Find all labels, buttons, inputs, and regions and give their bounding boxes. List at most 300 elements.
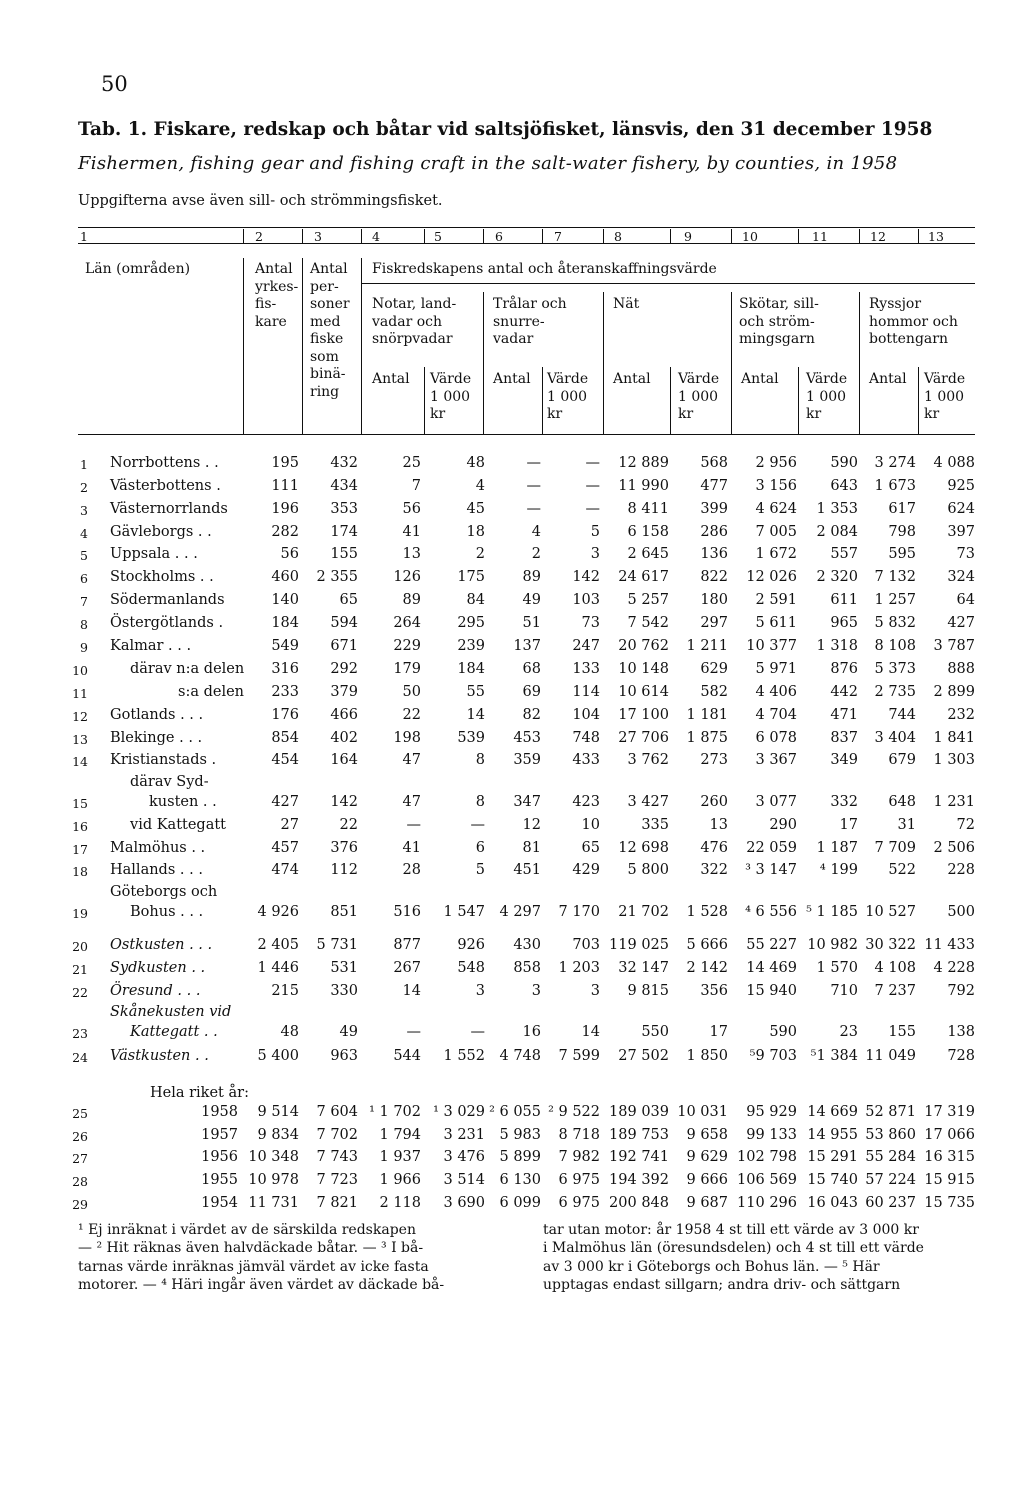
table-cell: 5 611 xyxy=(755,615,797,631)
table-cell: 7 599 xyxy=(558,1048,600,1064)
table-cell: 5 400 xyxy=(257,1048,299,1064)
table-cell: 41 xyxy=(402,840,421,856)
table-cell: 6 975 xyxy=(558,1172,600,1188)
table-cell: ¹ 1 702 xyxy=(369,1104,421,1120)
header-antal-personer: per- xyxy=(310,278,339,295)
row-label: vid Kattegatt xyxy=(130,817,227,833)
table-cell: 133 xyxy=(572,661,600,677)
table-cell: 106 569 xyxy=(737,1172,797,1188)
table-cell: 195 xyxy=(271,455,299,471)
table-cell: 200 848 xyxy=(609,1195,669,1211)
table-cell: 316 xyxy=(271,661,299,677)
row-number: 26 xyxy=(72,1129,88,1144)
column-divider xyxy=(859,229,860,243)
header-varde: Värde xyxy=(806,371,848,387)
table-cell: 457 xyxy=(271,840,299,856)
table-cell: 55 284 xyxy=(865,1149,916,1165)
table-cell: 184 xyxy=(457,661,485,677)
column-number: 11 xyxy=(812,229,828,244)
row-label: s:a delen xyxy=(178,684,245,700)
table-cell: 379 xyxy=(330,684,358,700)
header-varde: 1 000 xyxy=(678,388,719,405)
row-label: Stockholms . . xyxy=(110,569,214,585)
table-cell: 2 735 xyxy=(874,684,916,700)
row-number: 16 xyxy=(72,819,88,834)
table-cell: 179 xyxy=(393,661,421,677)
table-cell: 466 xyxy=(330,707,358,723)
table-cell: 12 698 xyxy=(618,840,669,856)
table-cell: 703 xyxy=(572,937,600,953)
header-ryssjor: bottengarn xyxy=(869,331,948,347)
header-divider xyxy=(731,292,732,434)
row-label: Ostkusten . . . xyxy=(110,937,213,953)
table-cell: 1 672 xyxy=(755,546,797,562)
header-antal-yrkesfiskare: fis- xyxy=(255,296,277,312)
table-cell: 594 xyxy=(330,615,358,631)
table-cell: 196 xyxy=(271,501,299,517)
header-antal-yrkesfiskare: kare xyxy=(255,313,287,330)
header-tralar: snurre- xyxy=(493,313,545,330)
table-cell: 7 xyxy=(411,478,421,494)
header-notar: vadar och xyxy=(372,313,442,330)
table-cell: 876 xyxy=(830,661,858,677)
table-cell: 3 xyxy=(590,983,600,999)
row-number: 9 xyxy=(80,640,88,655)
table-cell: 73 xyxy=(581,615,600,631)
table-cell: 10 614 xyxy=(618,684,669,700)
table-cell: 110 296 xyxy=(737,1195,797,1211)
row-label: Malmöhus . . xyxy=(110,840,206,856)
table-cell: 142 xyxy=(330,794,358,810)
table-cell: 643 xyxy=(830,478,858,494)
table-cell: 17 100 xyxy=(618,707,669,723)
table-cell: 5 800 xyxy=(627,862,669,878)
table-cell: 155 xyxy=(330,546,358,562)
footnote-line: i Malmöhus län (öresundsdelen) och 4 st till ett värde xyxy=(543,1240,924,1257)
table-cell: 233 xyxy=(271,684,299,700)
table-cell: 9 666 xyxy=(686,1172,728,1188)
table-cell: 12 026 xyxy=(746,569,797,585)
table-cell: 3 762 xyxy=(627,752,669,768)
table-cell: 1 318 xyxy=(816,638,858,654)
table-cell: 1 841 xyxy=(933,730,975,746)
table-cell: 17 319 xyxy=(924,1104,975,1120)
table-cell: 31 xyxy=(897,817,916,833)
header-varde: kr xyxy=(547,406,563,422)
header-antal: Antal xyxy=(372,371,410,387)
header-notar: Notar, land- xyxy=(372,296,457,312)
table-cell: 2 118 xyxy=(379,1195,421,1211)
table-cell: 189 753 xyxy=(609,1127,669,1143)
table-cell: 1 353 xyxy=(816,501,858,517)
table-cell: 399 xyxy=(700,501,728,517)
table-cell: 192 741 xyxy=(609,1149,669,1165)
table-cell: 500 xyxy=(947,904,975,920)
table-cell: 476 xyxy=(700,840,728,856)
table-cell: 229 xyxy=(393,638,421,654)
table-cell: 27 502 xyxy=(618,1048,669,1064)
table-cell: 8 108 xyxy=(874,638,916,654)
table-cell: 286 xyxy=(700,524,728,540)
table-cell: 926 xyxy=(457,937,485,953)
table-cell: 4 108 xyxy=(874,960,916,976)
table-cell: 544 xyxy=(393,1048,421,1064)
table-cell: 568 xyxy=(700,455,728,471)
table-cell: 1 966 xyxy=(379,1172,421,1188)
column-number: 3 xyxy=(314,229,322,244)
column-number: 1 xyxy=(80,229,88,244)
row-number: 22 xyxy=(72,985,88,1000)
header-divider xyxy=(424,367,425,434)
table-cell: 8 411 xyxy=(627,501,669,517)
table-cell: 7 132 xyxy=(874,569,916,585)
column-number-rule xyxy=(78,243,975,244)
row-number: 12 xyxy=(72,709,88,724)
table-cell: 330 xyxy=(330,983,358,999)
table-cell: 140 xyxy=(271,592,299,608)
row-label: Blekinge . . . xyxy=(110,730,203,746)
header-varde: Värde xyxy=(430,371,472,387)
table-cell: 6 xyxy=(475,840,485,856)
row-label: 1957 xyxy=(201,1127,238,1143)
table-cell: 548 xyxy=(457,960,485,976)
table-cell: 65 xyxy=(339,592,358,608)
table-cell: 324 xyxy=(947,569,975,585)
row-number: 20 xyxy=(72,939,88,954)
table-cell: 671 xyxy=(330,638,358,654)
column-number: 7 xyxy=(554,229,562,244)
table-cell: ¹ 3 029 xyxy=(433,1104,485,1120)
table-cell: ⁵1 384 xyxy=(810,1048,858,1064)
table-cell: 9 687 xyxy=(686,1195,728,1211)
table-cell: 4 088 xyxy=(933,455,975,471)
row-label: 1954 xyxy=(201,1195,238,1211)
table-cell: 273 xyxy=(700,752,728,768)
table-cell: 4 704 xyxy=(755,707,797,723)
table-cell: 9 834 xyxy=(257,1127,299,1143)
table-cell: ⁵ 1 185 xyxy=(806,904,858,920)
table-cell: 84 xyxy=(466,592,485,608)
table-cell: 2 591 xyxy=(755,592,797,608)
table-subtitle: Fishermen, fishing gear and fishing craft in the salt-water fishery, by counties, in 1958 xyxy=(78,153,898,174)
table-cell: 2 xyxy=(475,546,485,562)
table-cell: 1 231 xyxy=(933,794,975,810)
table-cell: 1 794 xyxy=(379,1127,421,1143)
header-varde: kr xyxy=(430,406,446,422)
table-cell: 590 xyxy=(769,1024,797,1040)
table-cell: 21 702 xyxy=(618,904,669,920)
row-number: 21 xyxy=(72,962,88,977)
table-cell: 432 xyxy=(330,455,358,471)
table-cell: — xyxy=(406,817,421,833)
table-cell: 359 xyxy=(513,752,541,768)
table-cell: 3 404 xyxy=(874,730,916,746)
table-cell: 295 xyxy=(457,615,485,631)
table-cell: 427 xyxy=(947,615,975,631)
table-cell: 180 xyxy=(700,592,728,608)
table-cell: 322 xyxy=(700,862,728,878)
table-cell: 7 170 xyxy=(558,904,600,920)
table-cell: 11 731 xyxy=(248,1195,299,1211)
table-cell: 347 xyxy=(513,794,541,810)
table-cell: 28 xyxy=(402,862,421,878)
table-cell: 7 542 xyxy=(627,615,669,631)
table-cell: 423 xyxy=(572,794,600,810)
footnote-line: — ² Hit räknas även halvdäckade båtar. — ³ I bå- xyxy=(78,1240,424,1257)
table-cell: 49 xyxy=(339,1024,358,1040)
header-varde: kr xyxy=(806,406,822,422)
table-cell: 52 871 xyxy=(865,1104,916,1120)
header-antal: Antal xyxy=(741,371,779,387)
header-antal-personer: soner xyxy=(310,296,350,312)
table-cell: 175 xyxy=(457,569,485,585)
header-varde: kr xyxy=(678,406,694,422)
table-cell: 427 xyxy=(271,794,299,810)
table-cell: 9 815 xyxy=(627,983,669,999)
table-cell: 2 320 xyxy=(816,569,858,585)
table-cell: 297 xyxy=(700,615,728,631)
table-cell: 32 147 xyxy=(618,960,669,976)
table-cell: 14 xyxy=(581,1024,600,1040)
table-cell: 5 257 xyxy=(627,592,669,608)
row-number: 15 xyxy=(72,796,88,811)
table-cell: 155 xyxy=(888,1024,916,1040)
table-cell: 1 552 xyxy=(443,1048,485,1064)
table-cell: 114 xyxy=(572,684,600,700)
table-cell: 858 xyxy=(513,960,541,976)
table-cell: ² 6 055 xyxy=(489,1104,541,1120)
table-cell: 23 xyxy=(839,1024,858,1040)
header-divider xyxy=(483,292,484,434)
table-cell: 798 xyxy=(888,524,916,540)
footnote-line: tar utan motor: år 1958 4 st till ett värde av 3 000 kr xyxy=(543,1222,919,1238)
table-cell: 10 377 xyxy=(746,638,797,654)
table-cell: 8 718 xyxy=(558,1127,600,1143)
table-cell: 15 735 xyxy=(924,1195,975,1211)
table-cell: 81 xyxy=(522,840,541,856)
table-cell: 837 xyxy=(830,730,858,746)
footnotes-right xyxy=(543,1221,924,1294)
table-cell: 65 xyxy=(581,840,600,856)
header-varde: Värde xyxy=(924,371,966,387)
table-cell: 442 xyxy=(830,684,858,700)
row-label: Gävleborgs . . xyxy=(110,524,212,540)
table-cell: 5 373 xyxy=(874,661,916,677)
table-cell: 15 740 xyxy=(807,1172,858,1188)
table-cell: 471 xyxy=(830,707,858,723)
table-cell: 267 xyxy=(393,960,421,976)
row-number: 5 xyxy=(80,548,88,563)
table-cell: 112 xyxy=(330,862,358,878)
table-cell: 822 xyxy=(700,569,728,585)
table-cell: — xyxy=(526,478,541,494)
table-cell: 9 658 xyxy=(686,1127,728,1143)
table-cell: 1 211 xyxy=(686,638,728,654)
table-cell: 1 446 xyxy=(257,960,299,976)
column-number: 12 xyxy=(870,229,886,244)
row-label: 1955 xyxy=(201,1172,238,1188)
table-cell: 710 xyxy=(830,983,858,999)
table-cell: 102 798 xyxy=(737,1149,797,1165)
table-cell: 16 xyxy=(522,1024,541,1040)
table-cell: 851 xyxy=(330,904,358,920)
table-cell: — xyxy=(526,455,541,471)
table-cell: 3 476 xyxy=(443,1149,485,1165)
table-cell: 522 xyxy=(888,862,916,878)
table-cell: 20 762 xyxy=(618,638,669,654)
table-cell: 11 049 xyxy=(865,1048,916,1064)
table-cell: 73 xyxy=(956,546,975,562)
table-cell: 624 xyxy=(947,501,975,517)
table-cell: 854 xyxy=(271,730,299,746)
table-cell: 137 xyxy=(513,638,541,654)
header-divider xyxy=(542,367,543,434)
table-cell: 9 629 xyxy=(686,1149,728,1165)
table-cell: 2 506 xyxy=(933,840,975,856)
table-cell: — xyxy=(585,478,600,494)
table-cell: 516 xyxy=(393,904,421,920)
table-cell: 56 xyxy=(402,501,421,517)
table-cell: 10 148 xyxy=(618,661,669,677)
row-number: 23 xyxy=(72,1026,88,1041)
table-cell: 12 xyxy=(522,817,541,833)
table-cell: 3 077 xyxy=(755,794,797,810)
table-cell: 1 570 xyxy=(816,960,858,976)
header-divider xyxy=(361,258,362,434)
table-cell: 18 xyxy=(466,524,485,540)
table-cell: 9 514 xyxy=(257,1104,299,1120)
table-cell: 648 xyxy=(888,794,916,810)
table-cell: 5 xyxy=(475,862,485,878)
table-cell: ⁵9 703 xyxy=(749,1048,797,1064)
table-cell: 3 367 xyxy=(755,752,797,768)
table-cell: 5 983 xyxy=(499,1127,541,1143)
table-cell: 89 xyxy=(402,592,421,608)
column-divider xyxy=(302,229,303,243)
table-cell: 228 xyxy=(947,862,975,878)
row-label: kusten . . xyxy=(149,794,217,810)
table-cell: 45 xyxy=(466,501,485,517)
header-bottom-rule xyxy=(78,434,975,435)
table-cell: 1 203 xyxy=(558,960,600,976)
table-cell: 72 xyxy=(956,817,975,833)
table-cell: 453 xyxy=(513,730,541,746)
header-varde: Värde xyxy=(547,371,589,387)
header-skotar: mingsgarn xyxy=(739,331,815,347)
table-top-rule xyxy=(78,227,975,228)
table-cell: 1 528 xyxy=(686,904,728,920)
table-cell: 27 706 xyxy=(618,730,669,746)
table-cell: — xyxy=(585,455,600,471)
table-cell: 290 xyxy=(769,817,797,833)
table-cell: 2 xyxy=(531,546,541,562)
footnote-line: av 3 000 kr i Göteborgs och Bohus län. — ⁵ Här xyxy=(543,1258,880,1275)
table-cell: 95 929 xyxy=(746,1104,797,1120)
table-cell: 6 099 xyxy=(499,1195,541,1211)
row-label: Hela riket år: xyxy=(150,1085,249,1101)
table-cell: 14 xyxy=(402,983,421,999)
table-cell: 1 303 xyxy=(933,752,975,768)
table-cell: 6 975 xyxy=(558,1195,600,1211)
table-cell: 4 406 xyxy=(755,684,797,700)
header-lan: Län (områden) xyxy=(85,261,191,277)
table-cell: 728 xyxy=(947,1048,975,1064)
table-cell: 5 666 xyxy=(686,937,728,953)
table-cell: 4 297 xyxy=(499,904,541,920)
header-antal-personer: med xyxy=(310,313,341,330)
table-cell: ³ 3 147 xyxy=(745,862,797,878)
table-cell: 4 xyxy=(531,524,541,540)
table-cell: 679 xyxy=(888,752,916,768)
table-cell: 15 291 xyxy=(807,1149,858,1165)
row-number: 17 xyxy=(72,842,88,857)
header-fiskredskap: Fiskredskapens antal och återanskaffningsvärde xyxy=(372,261,717,277)
table-cell: 15 940 xyxy=(746,983,797,999)
table-cell: 2 405 xyxy=(257,937,299,953)
header-antal-personer: som xyxy=(310,348,339,365)
column-divider xyxy=(243,229,244,243)
table-cell: 1 187 xyxy=(816,840,858,856)
header-varde: 1 000 xyxy=(806,388,847,405)
table-cell: 3 427 xyxy=(627,794,669,810)
table-cell: 4 926 xyxy=(257,904,299,920)
table-cell: 3 514 xyxy=(443,1172,485,1188)
header-notar: snörpvadar xyxy=(372,331,453,347)
table-cell: 27 xyxy=(280,817,299,833)
header-antal: Antal xyxy=(613,371,651,387)
table-cell: 11 990 xyxy=(618,478,669,494)
table-cell: 10 348 xyxy=(248,1149,299,1165)
column-number: 2 xyxy=(255,229,263,244)
header-antal-personer: Antal xyxy=(310,261,348,277)
table-cell: 6 158 xyxy=(627,524,669,540)
row-number: 28 xyxy=(72,1174,88,1189)
table-cell: 17 066 xyxy=(924,1127,975,1143)
table-cell: 60 237 xyxy=(865,1195,916,1211)
table-cell: 51 xyxy=(522,615,541,631)
row-number: 24 xyxy=(72,1050,88,1065)
table-cell: 111 xyxy=(271,478,299,494)
table-cell: — xyxy=(470,817,485,833)
table-cell: 232 xyxy=(947,707,975,723)
table-cell: 99 133 xyxy=(746,1127,797,1143)
table-cell: ⁴ 6 556 xyxy=(745,904,797,920)
header-antal-personer: binä- xyxy=(310,366,346,382)
header-nat: Nät xyxy=(613,296,640,312)
table-cell: 7 821 xyxy=(316,1195,358,1211)
row-label: Södermanlands xyxy=(110,592,225,608)
table-cell: 3 231 xyxy=(443,1127,485,1143)
row-number: 2 xyxy=(80,480,88,495)
table-cell: 239 xyxy=(457,638,485,654)
column-divider xyxy=(483,229,484,243)
table-cell: 433 xyxy=(572,752,600,768)
table-cell: 136 xyxy=(700,546,728,562)
table-cell: 10 527 xyxy=(865,904,916,920)
table-cell: 5 899 xyxy=(499,1149,541,1165)
table-cell: 557 xyxy=(830,546,858,562)
table-cell: 792 xyxy=(947,983,975,999)
table-cell: 7 982 xyxy=(558,1149,600,1165)
table-cell: 53 860 xyxy=(865,1127,916,1143)
header-varde: 1 000 xyxy=(430,388,471,405)
row-number: 18 xyxy=(72,864,88,879)
table-cell: 335 xyxy=(641,817,669,833)
row-label: Kristianstads . xyxy=(110,752,217,768)
table-cell: 5 832 xyxy=(874,615,916,631)
table-cell: 14 469 xyxy=(746,960,797,976)
table-cell: — xyxy=(470,1024,485,1040)
